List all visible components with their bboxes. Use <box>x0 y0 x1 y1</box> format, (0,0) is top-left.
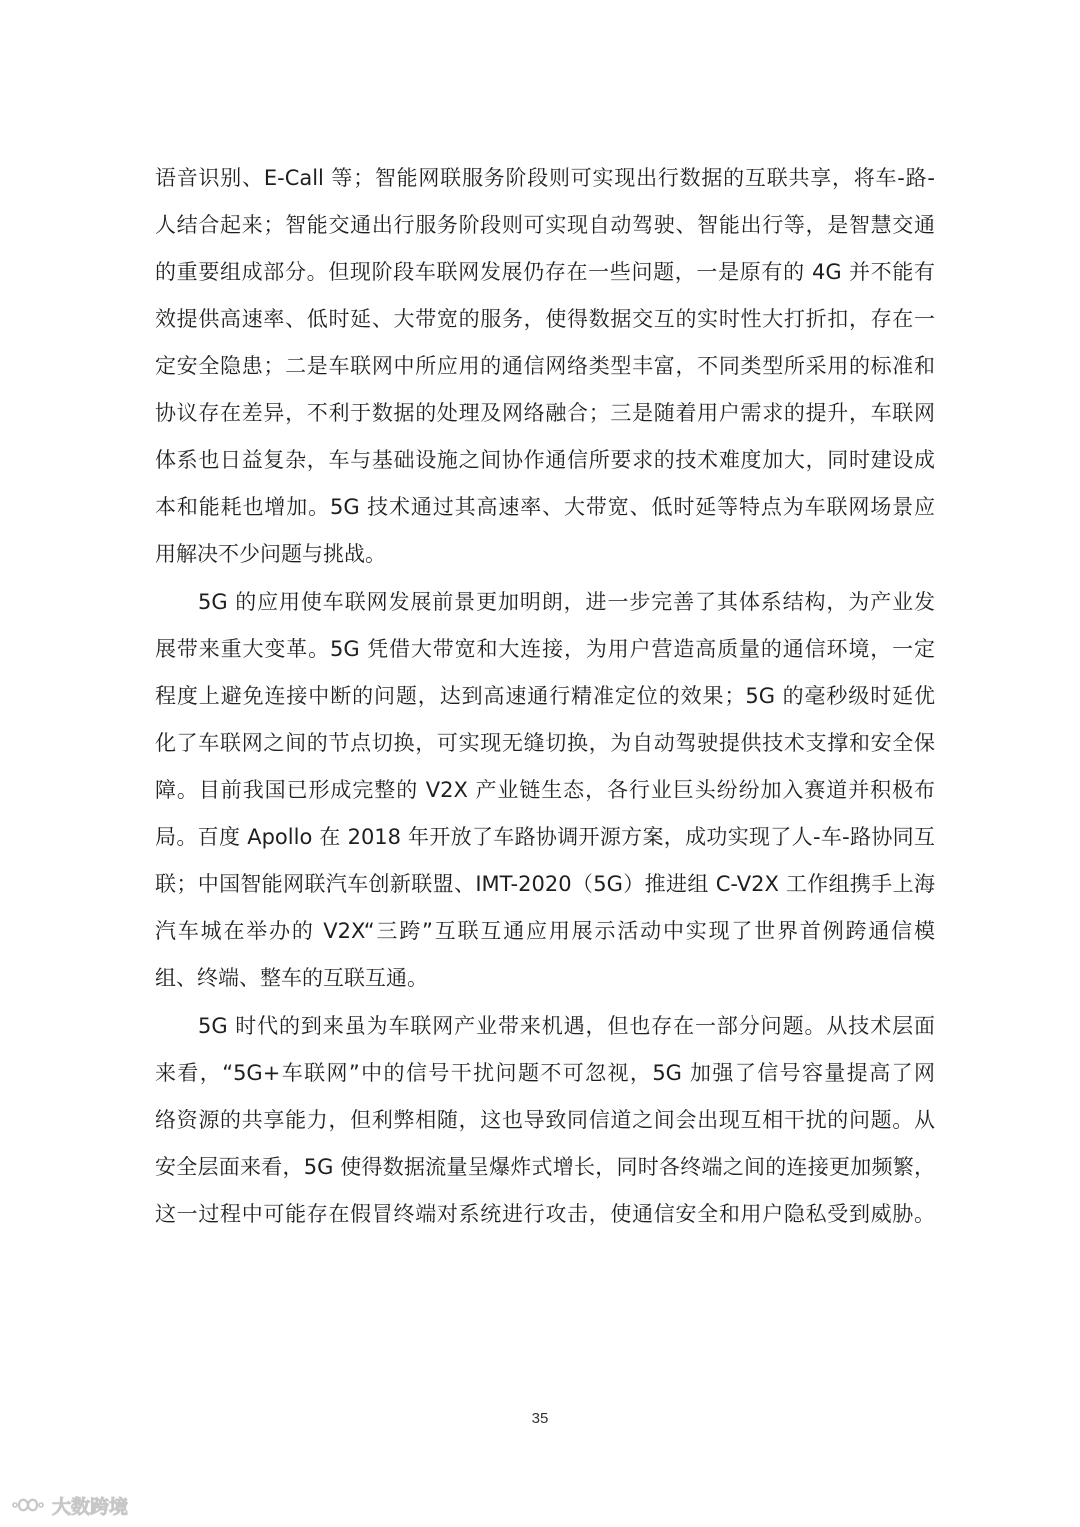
text-line-14: 障。目前我国已形成完整的 V2X 产业链生态，各行业巨头纷纷加入赛道并积极布 <box>155 778 935 802</box>
text-line-12: 程度上避免连接中断的问题，达到高速通行精准定位的效果；5G 的毫秒级时延优 <box>155 684 935 708</box>
infinity-loop-logo-icon <box>10 1494 46 1516</box>
text-line-13: 化了车联网之间的节点切换，可实现无缝切换，为自动驾驶提供技术支撑和安全保 <box>155 731 935 755</box>
text-line-6: 协议存在差异，不利于数据的处理及网络融合；三是随着用户需求的提升，车联网 <box>155 401 935 425</box>
text-line-22: 安全层面来看，5G 使得数据流量呈爆炸式增长，同时各终端之间的连接更加频繁， <box>155 1155 935 1179</box>
text-line-5: 定安全隐患；二是车联网中所应用的通信网络类型丰富，不同类型所采用的标准和 <box>155 354 935 378</box>
text-line-7: 体系也日益复杂，车与基础设施之间协作通信所要求的技术难度加大，同时建设成 <box>155 448 935 472</box>
text-line-10: 5G 的应用使车联网发展前景更加明朗，进一步完善了其体系结构，为产业发 <box>198 590 935 614</box>
page-number: 35 <box>531 1410 549 1427</box>
text-line-17: 汽车城在举办的 V2X“三跨”互联互通应用展示活动中实现了世界首例跨通信模 <box>155 919 935 943</box>
text-line-15: 局。百度 Apollo 在 2018 年开放了车路协调开源方案，成功实现了人-车-路协同互 <box>155 825 935 849</box>
text-line-3: 的重要组成部分。但现阶段车联网发展仍存在一些问题，一是原有的 4G 并不能有 <box>155 260 935 284</box>
text-line-18: 组、终端、整车的互联互通。 <box>155 966 428 990</box>
text-line-23: 这一过程中可能存在假冒终端对系统进行攻击，使通信安全和用户隐私受到威胁。 <box>155 1202 935 1226</box>
text-line-1: 语音识别、E-Call 等；智能网联服务阶段则可实现出行数据的互联共享，将车-路- <box>155 166 935 190</box>
text-line-4: 效提供高速率、低时延、大带宽的服务，使得数据交互的实时性大打折扣，存在一 <box>155 307 935 331</box>
text-line-20: 来看，“5G+车联网”中的信号干扰问题不可忽视，5G 加强了信号容量提高了网 <box>155 1061 935 1085</box>
text-line-21: 络资源的共享能力，但利弊相随，这也导致同信道之间会出现互相干扰的问题。从 <box>155 1108 935 1132</box>
text-line-16: 联；中国智能网联汽车创新联盟、IMT-2020（5G）推进组 C-V2X 工作组携手上海 <box>155 872 935 896</box>
watermark <box>10 1492 128 1518</box>
text-line-19: 5G 时代的到来虽为车联网产业带来机遇，但也存在一部分问题。从技术层面 <box>198 1014 935 1038</box>
text-line-9: 用解决不少问题与挑战。 <box>155 542 386 566</box>
text-line-2: 人结合起来；智能交通出行服务阶段则可实现自动驾驶、智能出行等，是智慧交通 <box>155 213 935 237</box>
watermark-text: 大数跨境 <box>52 1495 129 1518</box>
text-line-11: 展带来重大变革。5G 凭借大带宽和大连接，为用户营造高质量的通信环境，一定 <box>155 637 935 661</box>
text-line-8: 本和能耗也增加。5G 技术通过其高速率、大带宽、低时延等特点为车联网场景应 <box>155 495 935 519</box>
